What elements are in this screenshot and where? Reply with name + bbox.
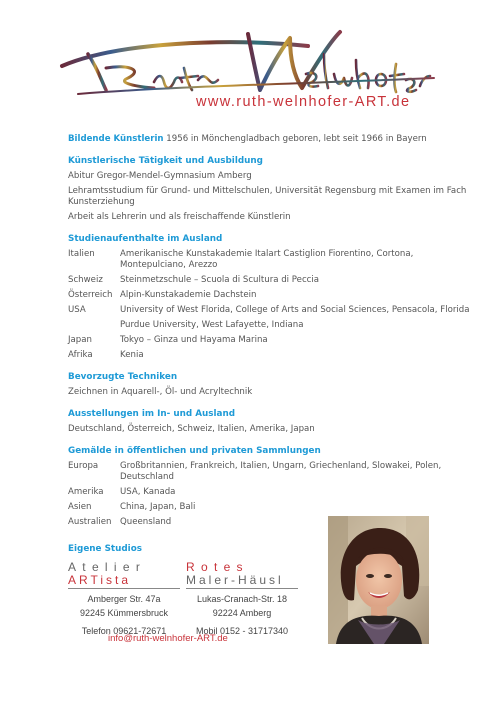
countries: Queensland xyxy=(120,517,172,527)
intro xyxy=(68,134,473,145)
intro-text: 1956 in Mönchengladbach geboren, lebt seit 1966 in Bayern xyxy=(163,134,427,144)
section-title: Bevorzugte Techniken xyxy=(68,372,178,382)
website-url[interactable]: www.ruth-welnhofer-ART.de xyxy=(196,94,411,110)
list-item: Abitur Gregor-Mendel-Gymnasium Amberg xyxy=(68,171,252,181)
place: Tokyo – Ginza und Hayama Marina xyxy=(120,335,268,345)
place: Purdue University, West Lafayette, Indiana xyxy=(120,320,304,330)
list-item xyxy=(68,290,473,301)
list-item xyxy=(68,320,473,331)
place: University of West Florida, College of Arts and Social Sciences, Pensacola, Florida xyxy=(120,305,470,315)
studio-name-line2: ARTista xyxy=(68,574,180,589)
section-studien xyxy=(68,234,473,361)
list-item xyxy=(68,249,473,271)
list-item xyxy=(68,275,473,286)
country: Afrika xyxy=(68,350,93,360)
countries: China, Japan, Bali xyxy=(120,502,196,512)
section-title: Gemälde in öffentlichen und privaten Sammlungen xyxy=(68,446,321,456)
section-title: Studienaufenthalte im Ausland xyxy=(68,234,223,244)
studio-atelier-artista xyxy=(68,561,180,638)
studio-rotes-maler-haeusl xyxy=(186,561,298,638)
region: Australien xyxy=(68,517,112,527)
section-title: Eigene Studios xyxy=(68,544,142,554)
studio-street: Amberger Str. 47a xyxy=(87,594,161,604)
studio-street: Lukas-Cranach-Str. 18 xyxy=(196,594,288,604)
list-item xyxy=(68,305,473,316)
list-item xyxy=(68,487,473,498)
countries: USA, Kanada xyxy=(120,487,176,497)
countries: Großbritannien, Frankreich, Italien, Ungarn, Griechenland, Slowakei, Polen, Deutschland xyxy=(120,461,442,482)
country: Italien xyxy=(68,249,95,259)
list-item: Arbeit als Lehrerin und als freischaffende Künstlerin xyxy=(68,212,291,222)
section-title: Künstlerische Tätigkeit und Ausbildung xyxy=(68,156,263,166)
place: Kenia xyxy=(120,350,144,360)
studio-phone[interactable]: Mobil 0152 - 31717340 xyxy=(195,626,289,636)
portrait-photo xyxy=(328,516,429,644)
place: Alpin-Kunstakademie Dachstein xyxy=(120,290,257,300)
studio-name-line2: Maler-Häusl xyxy=(186,574,298,589)
studio-name-line1: Rotes xyxy=(186,560,249,574)
country: USA xyxy=(68,305,86,315)
list-item xyxy=(68,502,473,513)
place: Steinmetzschule – Scuola di Scultura di Peccia xyxy=(120,275,320,285)
signature-logo xyxy=(58,24,438,104)
studio-name-line1: Atelier xyxy=(68,560,147,574)
cv-content xyxy=(68,134,473,539)
section-text: Zeichnen in Aquarell-, Öl- und Acryltechnik xyxy=(68,387,253,397)
section-ausstellungen xyxy=(68,409,473,435)
intro-lead: Bildende Künstlerin xyxy=(68,134,164,144)
list-item xyxy=(68,335,473,346)
section-title: Ausstellungen im In- und Ausland xyxy=(68,409,236,419)
list-item xyxy=(68,461,473,483)
studios-section xyxy=(68,544,289,636)
studio-city: 92245 Kümmersbruck xyxy=(79,608,169,618)
studio-phone[interactable]: Telefon 09621-72671 xyxy=(81,626,167,636)
list-item xyxy=(68,350,473,361)
country xyxy=(68,320,120,331)
section-text: Deutschland, Österreich, Schweiz, Italien, Amerika, Japan xyxy=(68,424,315,434)
section-techniken xyxy=(68,372,473,398)
country: Österreich xyxy=(68,290,113,300)
email-link[interactable]: info@ruth-welnhofer-ART.de xyxy=(108,633,228,644)
country: Japan xyxy=(68,335,92,345)
list-item: Lehramtsstudium für Grund- und Mittelschulen, Universität Regensburg mit Examen im Fach Kunsterziehung xyxy=(68,186,467,207)
region: Amerika xyxy=(68,487,104,497)
region: Europa xyxy=(68,461,99,471)
country: Schweiz xyxy=(68,275,103,285)
studio-city: 92224 Amberg xyxy=(212,608,272,618)
place: Amerikanische Kunstakademie Italart Castiglion Fiorentino, Cortona, Montepulciano, Arezzo xyxy=(120,249,414,270)
region: Asien xyxy=(68,502,92,512)
section-taetigkeit xyxy=(68,156,473,223)
